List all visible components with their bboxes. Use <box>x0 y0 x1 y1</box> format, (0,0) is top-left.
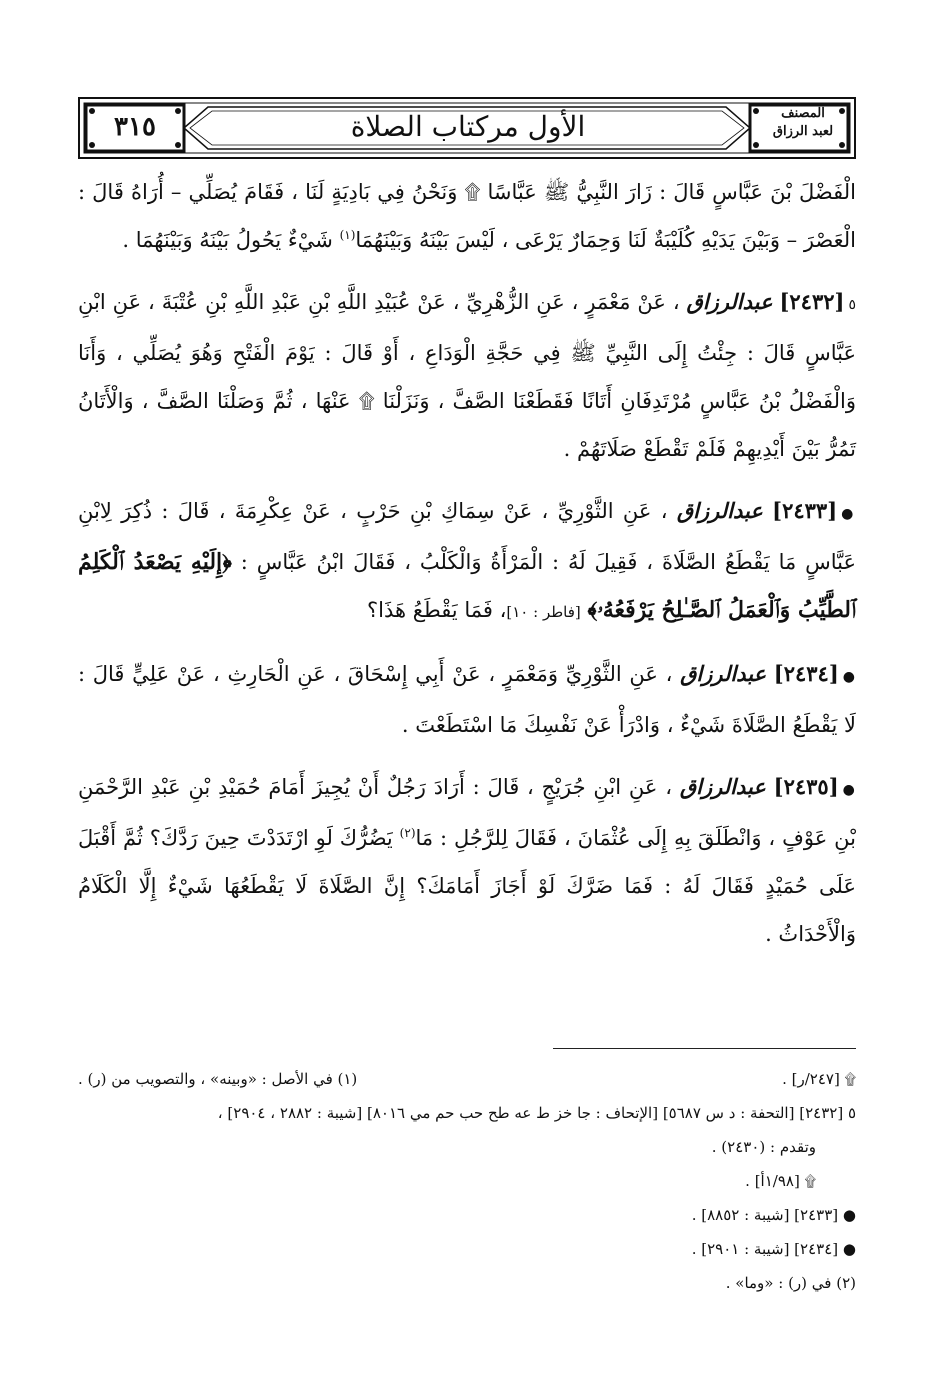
hadith-number: [٢٤٣٤] <box>773 661 839 686</box>
isnad-name: عبدالرزاق <box>686 289 773 314</box>
footnote-item: ۩ [٢٤٧/ر] . <box>782 1070 856 1088</box>
paragraph-text-after: شَيْءٌ يَحُولُ بَيْنَهُ وَبَيْنَهُمَا . <box>122 228 333 252</box>
isnad-name: عبدالرزاق <box>680 661 767 686</box>
book-logo <box>760 105 846 151</box>
footnote-item: ● [٢٤٣٣] [شيبة : ٨٨٥٢] . <box>691 1206 856 1224</box>
page-number: ٣١٥ <box>114 112 156 142</box>
hadith-2434 <box>78 650 856 749</box>
paragraph-text: ، عَنِ الثَّوْرِيِّ وَمَعْمَرٍ ، عَنْ أَبِي إِسْحَاقَ ، عَنِ الْحَارِثِ ، عَنْ عَلِيٍّ قَالَ : لَا يَقْطَعُ الصَّلَاةَ شَيْءٌ ، وَادْرَأْ عَنْ نَفْسِكَ مَا اسْتَطَعْتَ . <box>78 662 856 737</box>
page-header <box>78 97 856 159</box>
footnotes <box>78 1062 856 1300</box>
hadith-marker: ● <box>842 669 856 685</box>
hadith-number: [٢٤٣٥] <box>773 774 839 799</box>
logo-line-1: المصنف <box>781 106 825 121</box>
hadith-marker: ● <box>841 506 856 522</box>
footnote-item: وتقدم : (٢٤٣٠) . <box>711 1138 816 1156</box>
header-title: الأول مركتاب الصلاة <box>350 110 586 143</box>
paragraph-text: ، عَنِ ابْنِ جُرَيْجٍ ، قَالَ : أَرَادَ رَجُلٌ أَنْ يُجِيزَ أَمَامَ حُمَيْدِ بْنِ عَبْدِ الرَّحْمَنِ بْنِ عَوْفٍ ، وَانْطَلَقَ بِهِ إِلَى عُثْمَانَ ، فَقَالَ لِلرَّجُلِ : مَا <box>78 775 856 850</box>
footnote-divider <box>553 1048 856 1049</box>
paragraph-continuation <box>78 168 856 264</box>
quran-verse: ﴿إِلَيْهِ يَصْعَدُ ٱلْكَلِمُ ٱلطَّيِّبُ وَٱلْعَمَلُ ٱلصَّـٰلِحُ يَرْفَعُهُۥ﴾ <box>78 549 856 623</box>
paragraph-text: ، عَنْ مَعْمَرٍ ، عَنِ الزُّهْرِيِّ ، عَنْ عُبَيْدِ اللَّهِ بْنِ عَبْدِ اللَّهِ بْنِ عُتْبَةَ ، عَنِ ابْنِ عَبَّاسٍ قَالَ : جِئْتُ إِلَى النَّبِيِّ ﷺ فِي حَجَّةِ الْوَدَاعِ ، أَوْ قَالَ : يَوْمَ الْفَتْحِ وَهُوَ يُصَلِّي ، وَأَنَا وَالْفَضْلُ بْنُ عَبَّاسٍ مُرْتَدِفَانِ أَتَانًا فَقَطَعْنَا الصَّفَّ ، وَنَزَلْنَا ۩ عَنْهَا ، ثُمَّ وَصَلْنَا الصَّفَّ ، وَالْأَتَانُ تَمُرُّ بَيْنَ أَيْدِيهِمْ فَلَمْ تَقْطَعْ صَلَاتَهُمْ . <box>78 290 856 461</box>
footnote-ref: (٢) <box>399 826 416 840</box>
footnote-row <box>78 1062 856 1096</box>
paragraph-text: الْفَضْلَ بْنَ عَبَّاسٍ قَالَ : زَارَ النَّبِيُّ ﷺ عَبَّاسًا ۩ وَنَحْنُ فِي بَادِيَةٍ لَنَا ، فَقَامَ يُصَلِّي – أُرَاهُ قَالَ : الْعَصْرَ – وَبَيْنَ يَدَيْهِ كُلَيْبَةٌ لَنَا وَحِمَارٌ يَرْعَى ، لَيْسَ بَيْنَهُ وَبَيْنَهُمَا <box>78 180 856 252</box>
isnad-name: عبدالرزاق <box>676 498 763 523</box>
footnote-item: ۩ [١/٩٨أ] . <box>745 1172 816 1190</box>
main-text <box>78 168 856 972</box>
hadith-2433 <box>78 487 856 636</box>
footnote-ref: (١) <box>339 228 356 242</box>
hadith-number: [٢٤٣٢] <box>779 289 845 314</box>
logo-line-2: لعبد الرزاق <box>772 124 834 139</box>
quran-reference: [فاطر : ١٠] <box>506 603 581 621</box>
hadith-marker: ● <box>842 782 856 798</box>
paragraph-text-after: ، فَمَا يَقْطَعُ هَذَا؟ <box>367 598 507 622</box>
hadith-2435 <box>78 763 856 958</box>
hadith-2432 <box>78 278 856 473</box>
hadith-number: [٢٤٣٣] <box>772 498 838 523</box>
isnad-name: عبدالرزاق <box>679 774 766 799</box>
footnote-item: (٢) في (ر) : «وما» . <box>725 1274 856 1292</box>
footnote-item: ٥ [٢٤٣٢] [التحفة : د س ٥٦٨٧] [الإتحاف : جا خز ط عه طح حب حم مي ٨٠١٦] [شيبة : ٢٨٨٢ ، ٢٩٠٤] ، <box>217 1104 856 1122</box>
paragraph-text: ، عَنِ الثَّوْرِيِّ ، عَنْ سِمَاكِ بْنِ حَرْبٍ ، عَنْ عِكْرِمَةَ ، قَالَ : ذُكِرَ لِابْنِ عَبَّاسٍ مَا يَقْطَعُ الصَّلَاةَ ، فَقِيلَ لَهُ : الْمَرْأَةُ وَالْكَلْبُ ، فَقَالَ ابْنُ عَبَّاسٍ : <box>78 499 856 574</box>
footnote-item: (١) في الأصل : «وبينه» ، والتصويب من (ر) . <box>78 1070 358 1088</box>
hadith-marker: ٥ <box>848 297 856 313</box>
footnote-item: ● [٢٤٣٤] [شيبة : ٢٩٠١] . <box>691 1240 856 1258</box>
paragraph-text-after: يَضُرُّكَ لَوِ ارْتَدَدْتَ حِينَ رَدَّكَ؟ ثُمَّ أَقْبَلَ عَلَى حُمَيْدٍ فَقَالَ لَهُ : فَمَا ضَرَّكَ لَوْ أَجَازَ أَمَامَكَ؟ إِنَّ الصَّلَاةَ لَا يَقْطَعُهَا شَيْءٌ إِلَّا الْكَلَامُ وَالْأَحْدَاثُ . <box>78 826 856 946</box>
